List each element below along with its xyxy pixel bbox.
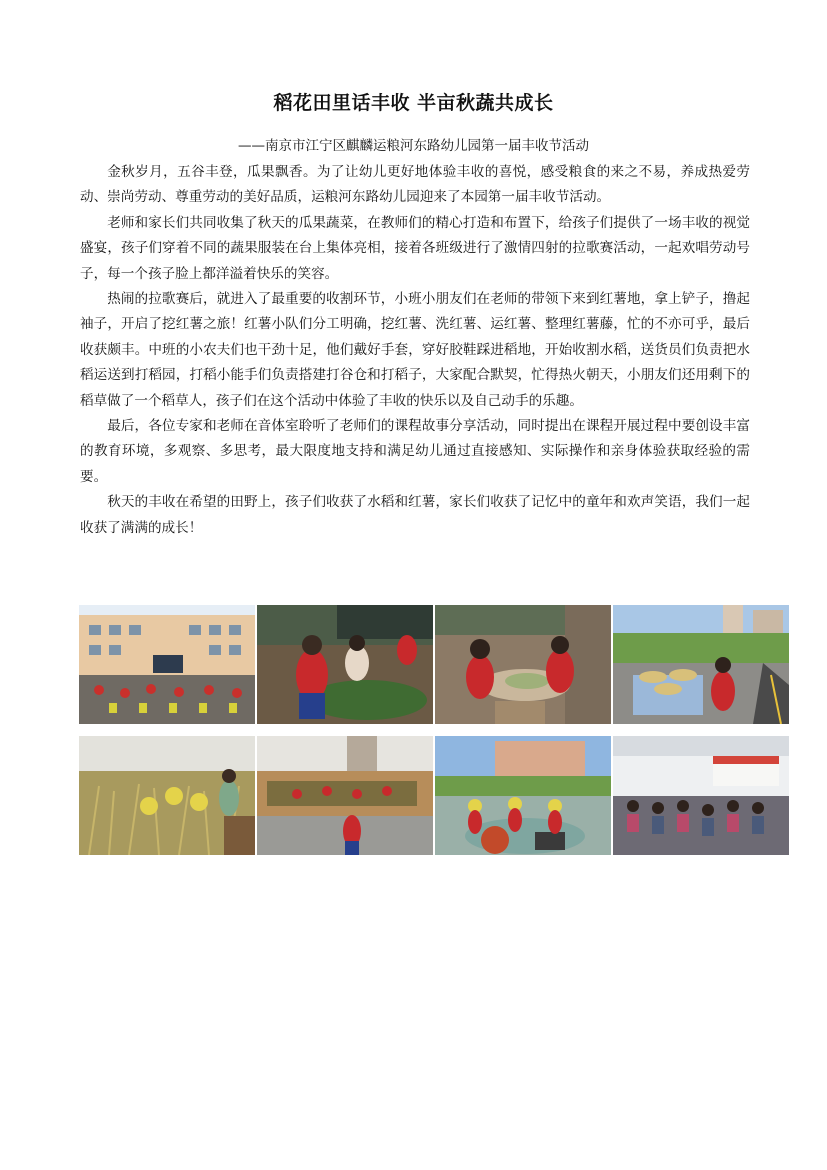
document-subtitle: ——南京市江宁区麒麟运粮河东路幼儿园第一届丰收节活动 (238, 138, 589, 154)
photo-rice-harvest (79, 736, 255, 855)
photo-rice-threshing (435, 736, 611, 855)
photo-washing-potatoes (435, 605, 611, 724)
photo-drying-potatoes (613, 605, 789, 724)
paragraph-4: 最后，各位专家和老师在音体室聆听了老师们的课程故事分享活动，同时提出在课程开展过程中要创设丰富的教育环境，多观察、多思考，最大限度地支持和满足幼儿通过直接感知、实际操作和亲身体验获取经验的需要。 (80, 418, 750, 485)
photo-threshing-yard (257, 736, 433, 855)
photo-gallery (79, 605, 788, 855)
paragraph-3: 热闹的拉歌赛后，就进入了最重要的收割环节，小班小朋友们在老师的带领下来到红薯地，拿上铲子，撸起袖子，开启了挖红薯之旅！红薯小队们分工明确，挖红薯、洗红薯、运红薯、整理红薯藤，忙的不亦可乎，最后收获颇丰。中班的小农夫们也干劲十足，他们戴好手套，穿好胶鞋踩进稻地，开始收割水稻，送货员们负责把水稻运送到打稻园，打稻小能手们负责搭建打谷仓和打稻子，大家配合默契，忙得热火朝天，小朋友们还用剩下的稻草做了一个稻草人，孩子们在这个活动中体验了丰收的快乐以及自己动手的乐趣。 (80, 291, 750, 409)
paragraph-5: 秋天的丰收在希望的田野上，孩子们收获了水稻和红薯，家长们收获了记忆中的童年和欢声笑语，我们一起收获了满满的成长！ (80, 494, 750, 536)
document-body (80, 160, 750, 541)
paragraph-2: 老师和家长们共同收集了秋天的瓜果蔬菜，在教师们的精心打造和布置下，给孩子们提供了一场丰收的视觉盛宴，孩子们穿着不同的蔬果服装在台上集体亮相，接着各班级进行了激情四射的拉歌赛活动，一起欢唱劳动号子，每一个孩子脸上都洋溢着快乐的笑容。 (80, 214, 750, 282)
photo-story-sharing (613, 736, 789, 855)
photo-digging-potatoes (257, 605, 433, 724)
document-title: 稻花田里话丰收 半亩秋蔬共成长 (273, 92, 554, 114)
paragraph-1: 金秋岁月，五谷丰登，瓜果飘香。为了让幼儿更好地体验丰收的喜悦，感受粮食的来之不易，养成热爱劳动、崇尚劳动、尊重劳动的美好品质，运粮河东路幼儿园迎来了本园第一届丰收节活动。 (80, 164, 750, 206)
photo-courtyard-stage (79, 605, 255, 724)
